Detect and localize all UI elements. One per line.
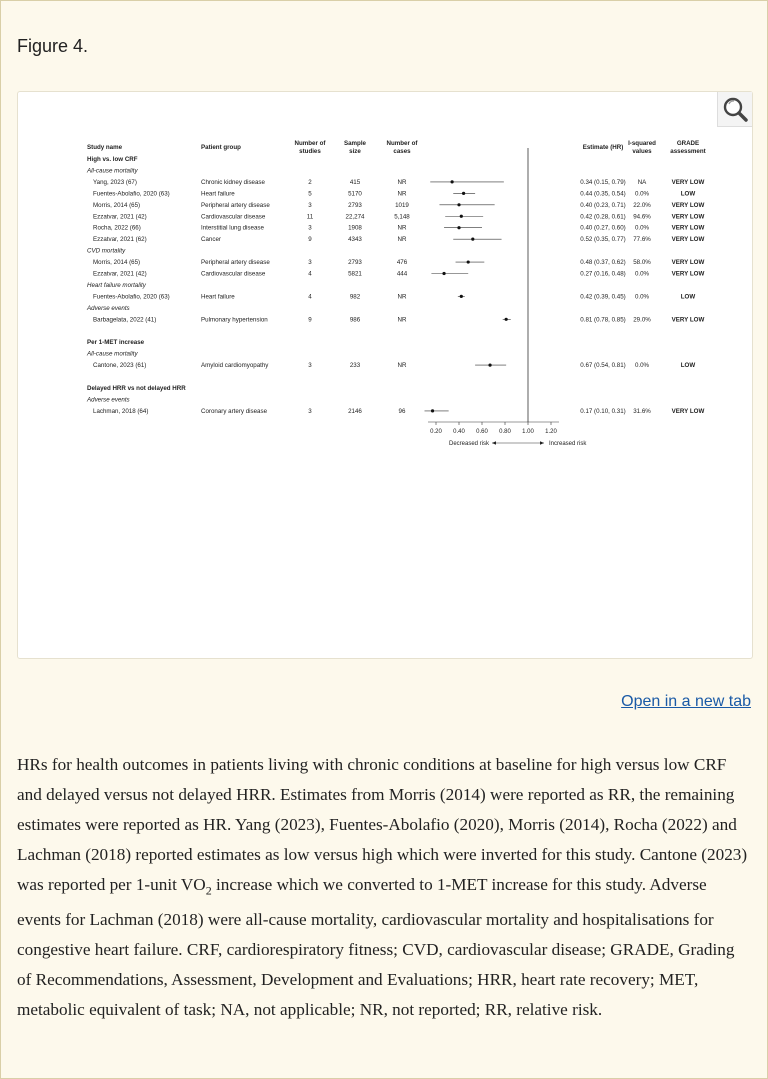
estimate-hr: 0.48 (0.37, 0.62) xyxy=(580,259,626,267)
number-of-studies: 3 xyxy=(308,224,312,232)
point-estimate xyxy=(488,364,491,367)
patient-group: Chronic kidney disease xyxy=(201,178,265,186)
number-of-cases: NR xyxy=(397,293,407,301)
grade-assessment: LOW xyxy=(680,293,696,301)
number-of-studies: 4 xyxy=(308,293,312,301)
study-name: Ezzatvar, 2021 (42) xyxy=(93,270,147,278)
estimate-hr: 0.27 (0.16, 0.48) xyxy=(580,270,626,278)
sample-size: 2793 xyxy=(348,201,362,209)
x-tick-label: 0.80 xyxy=(499,429,511,435)
patient-group: Peripheral artery disease xyxy=(201,259,270,267)
i-squared-value: 0.0% xyxy=(634,270,650,278)
grade-assessment: VERY LOW xyxy=(671,270,705,278)
header-number-studies: Number of xyxy=(294,140,326,147)
subgroup-label: Heart failure mortality xyxy=(87,281,146,289)
arrow-left-icon xyxy=(492,441,496,445)
forest-plot xyxy=(18,92,752,658)
grade-assessment: VERY LOW xyxy=(671,201,705,209)
patient-group: Interstitial lung disease xyxy=(201,224,264,232)
sample-size: 5170 xyxy=(348,190,362,198)
number-of-cases: 1019 xyxy=(395,201,409,209)
sample-size: 2146 xyxy=(348,407,362,415)
estimate-hr: 0.67 (0.54, 0.81) xyxy=(580,362,626,370)
point-estimate xyxy=(460,215,463,218)
point-estimate xyxy=(460,295,463,298)
header-i-squared: values xyxy=(632,148,652,155)
header-i-squared: I-squared xyxy=(628,140,656,147)
header-grade: assessment xyxy=(670,148,706,155)
figure-panel xyxy=(17,91,753,659)
subgroup-label: All-cause mortality xyxy=(87,167,138,175)
grade-assessment: VERY LOW xyxy=(671,224,705,232)
number-of-studies: 9 xyxy=(308,236,312,244)
subgroup-label: All-cause mortality xyxy=(87,350,138,358)
i-squared-value: 0.0% xyxy=(634,224,650,232)
study-name: Fuentes-Abolafio, 2020 (63) xyxy=(93,293,170,301)
grade-assessment: VERY LOW xyxy=(671,178,705,186)
i-squared-value: 22.0% xyxy=(633,201,651,209)
grade-assessment: VERY LOW xyxy=(671,236,705,244)
point-estimate xyxy=(451,180,454,183)
number-of-studies: 2 xyxy=(308,178,312,186)
grade-assessment: VERY LOW xyxy=(671,259,705,267)
header-number-studies: studies xyxy=(299,148,321,155)
grade-assessment: VERY LOW xyxy=(671,407,705,415)
point-estimate xyxy=(471,238,474,241)
number-of-studies: 9 xyxy=(308,316,312,324)
legend-increased-risk: Increased risk xyxy=(549,441,587,447)
header-sample-size: size xyxy=(349,148,361,155)
legend-decreased-risk: Decreased risk xyxy=(448,441,489,447)
caption-text-2: increase which we converted to 1-MET increase for this study. Adverse events for Lachman (2018) were all-cause mortality, cardiovascular mortality and hospitalisations for congestive heart failure. CRF, cardiorespiratory fitness; CVD, cardiovascular disease; GRADE, Grading of Recommendations, Assessment, Development and Evaluations; HRR, heart rate recovery; MET, metabolic equivalent of task; NA, not applicable; NR, not reported; RR, relative risk. xyxy=(17,875,735,1020)
study-name: Morris, 2014 (65) xyxy=(93,259,141,267)
i-squared-value: 0.0% xyxy=(634,190,650,198)
patient-group: Heart failure xyxy=(201,190,235,198)
study-name: Ezzatvar, 2021 (62) xyxy=(93,236,147,244)
study-name: Barbagelata, 2022 (41) xyxy=(93,316,157,324)
grade-assessment: VERY LOW xyxy=(671,213,705,221)
patient-group: Heart failure xyxy=(201,293,235,301)
estimate-hr: 0.42 (0.39, 0.45) xyxy=(580,293,626,301)
header-sample-size: Sample xyxy=(343,140,367,147)
i-squared-value: 0.0% xyxy=(634,362,650,370)
estimate-hr: 0.52 (0.35, 0.77) xyxy=(580,236,626,244)
sample-size: 2793 xyxy=(348,259,362,267)
study-name: Yang, 2023 (67) xyxy=(93,178,137,186)
patient-group: Cardiovascular disease xyxy=(201,213,266,221)
x-tick-label: 1.00 xyxy=(522,429,534,435)
section-label: Per 1-MET increase xyxy=(87,339,145,347)
section-label: Delayed HRR vs not delayed HRR xyxy=(87,385,186,392)
patient-group: Cancer xyxy=(201,236,221,244)
x-tick-label: 1.20 xyxy=(545,429,557,435)
study-name: Fuentes-Abolafio, 2020 (63) xyxy=(93,190,170,198)
number-of-cases: NR xyxy=(397,316,407,324)
subgroup-label: Adverse events xyxy=(87,396,130,404)
caption-text-1: HRs for health outcomes in patients living with chronic conditions at baseline for high versus low CRF and delayed versus not delayed HRR. Estimates from Morris (2014) were reported as RR, the remaining estimates were reported as HR. Yang (2023), Fuentes-Abolafio (2020), Morris (2014), Rocha (2022) and Lachman (2018) reported estimates as low versus high which were inverted for this study. Cantone (2023) was reported per 1-unit VO xyxy=(17,755,748,894)
point-estimate xyxy=(431,409,434,412)
study-name: Lachman, 2018 (64) xyxy=(93,407,149,415)
estimate-hr: 0.40 (0.27, 0.60) xyxy=(580,224,626,232)
magnifier-icon xyxy=(721,95,749,123)
patient-group: Pulmonary hypertension xyxy=(201,316,268,324)
point-estimate xyxy=(457,203,460,206)
open-in-new-tab-link[interactable]: Open in a new tab xyxy=(621,693,751,710)
sample-size: 986 xyxy=(349,316,361,324)
subgroup-label: CVD mortality xyxy=(87,247,126,255)
grade-assessment: LOW xyxy=(680,190,696,198)
section-label: High vs. low CRF xyxy=(87,156,138,163)
i-squared-value: 31.6% xyxy=(633,407,651,415)
study-name: Ezzatvar, 2021 (42) xyxy=(93,213,147,221)
study-name: Cantone, 2023 (61) xyxy=(93,362,147,370)
grade-assessment: VERY LOW xyxy=(671,316,705,324)
estimate-hr: 0.42 (0.28, 0.61) xyxy=(580,213,626,221)
i-squared-value: 77.6% xyxy=(633,236,651,244)
i-squared-value: 0.0% xyxy=(634,293,650,301)
header-grade: GRADE xyxy=(676,140,700,147)
i-squared-value: 94.6% xyxy=(633,213,651,221)
sample-size: 4343 xyxy=(348,236,362,244)
sample-size: 415 xyxy=(349,178,361,186)
point-estimate xyxy=(467,260,470,263)
header-number-cases: Number of xyxy=(386,140,418,147)
x-tick-label: 0.60 xyxy=(476,429,488,435)
i-squared-value: 29.0% xyxy=(633,316,651,324)
arrow-right-icon xyxy=(540,441,544,445)
estimate-hr: 0.40 (0.23, 0.71) xyxy=(580,201,626,209)
number-of-cases: 5,148 xyxy=(394,213,410,221)
patient-group: Peripheral artery disease xyxy=(201,201,270,209)
estimate-hr: 0.81 (0.78, 0.85) xyxy=(580,316,626,324)
header-study-name: Study name xyxy=(87,144,123,151)
number-of-studies: 3 xyxy=(308,407,312,415)
subgroup-label: Adverse events xyxy=(87,304,130,312)
number-of-cases: NR xyxy=(397,178,407,186)
i-squared-value: NA xyxy=(637,178,647,186)
estimate-hr: 0.34 (0.15, 0.79) xyxy=(580,178,626,186)
patient-group: Amyloid cardiomyopathy xyxy=(201,362,269,370)
sample-size: 982 xyxy=(349,293,361,301)
point-estimate xyxy=(462,192,465,195)
sample-size: 5821 xyxy=(348,270,362,278)
study-name: Morris, 2014 (65) xyxy=(93,201,141,209)
x-tick-label: 0.20 xyxy=(430,429,442,435)
number-of-cases: NR xyxy=(397,236,407,244)
sample-size: 233 xyxy=(349,362,361,370)
number-of-studies: 3 xyxy=(308,362,312,370)
number-of-studies: 3 xyxy=(308,201,312,209)
patient-group: Cardiovascular disease xyxy=(201,270,266,278)
figure-caption xyxy=(17,750,753,1025)
sample-size: 22,274 xyxy=(345,213,365,221)
zoom-button[interactable] xyxy=(717,92,752,127)
number-of-cases: 96 xyxy=(398,407,406,415)
point-estimate xyxy=(442,272,445,275)
grade-assessment: LOW xyxy=(680,362,696,370)
number-of-cases: NR xyxy=(397,224,407,232)
number-of-cases: NR xyxy=(397,190,407,198)
number-of-studies: 4 xyxy=(308,270,312,278)
estimate-hr: 0.17 (0.10, 0.31) xyxy=(580,407,626,415)
figure-title: Figure 4. xyxy=(17,36,89,56)
point-estimate xyxy=(505,318,508,321)
caption-subscript: 2 xyxy=(205,883,212,898)
point-estimate xyxy=(457,226,460,229)
number-of-cases: NR xyxy=(397,362,407,370)
study-name: Rocha, 2022 (66) xyxy=(93,224,141,232)
estimate-hr: 0.44 (0.35, 0.54) xyxy=(580,190,626,198)
header-number-cases: cases xyxy=(393,148,411,155)
header-patient-group: Patient group xyxy=(201,144,241,151)
i-squared-value: 58.0% xyxy=(633,259,651,267)
header-estimate: Estimate (HR) xyxy=(582,144,624,151)
sample-size: 1908 xyxy=(348,224,362,232)
patient-group: Coronary artery disease xyxy=(201,407,268,415)
number-of-studies: 11 xyxy=(306,213,314,221)
number-of-studies: 3 xyxy=(308,259,312,267)
number-of-cases: 476 xyxy=(396,259,408,267)
number-of-studies: 5 xyxy=(308,190,312,198)
number-of-cases: 444 xyxy=(396,270,408,278)
x-tick-label: 0.40 xyxy=(453,429,465,435)
